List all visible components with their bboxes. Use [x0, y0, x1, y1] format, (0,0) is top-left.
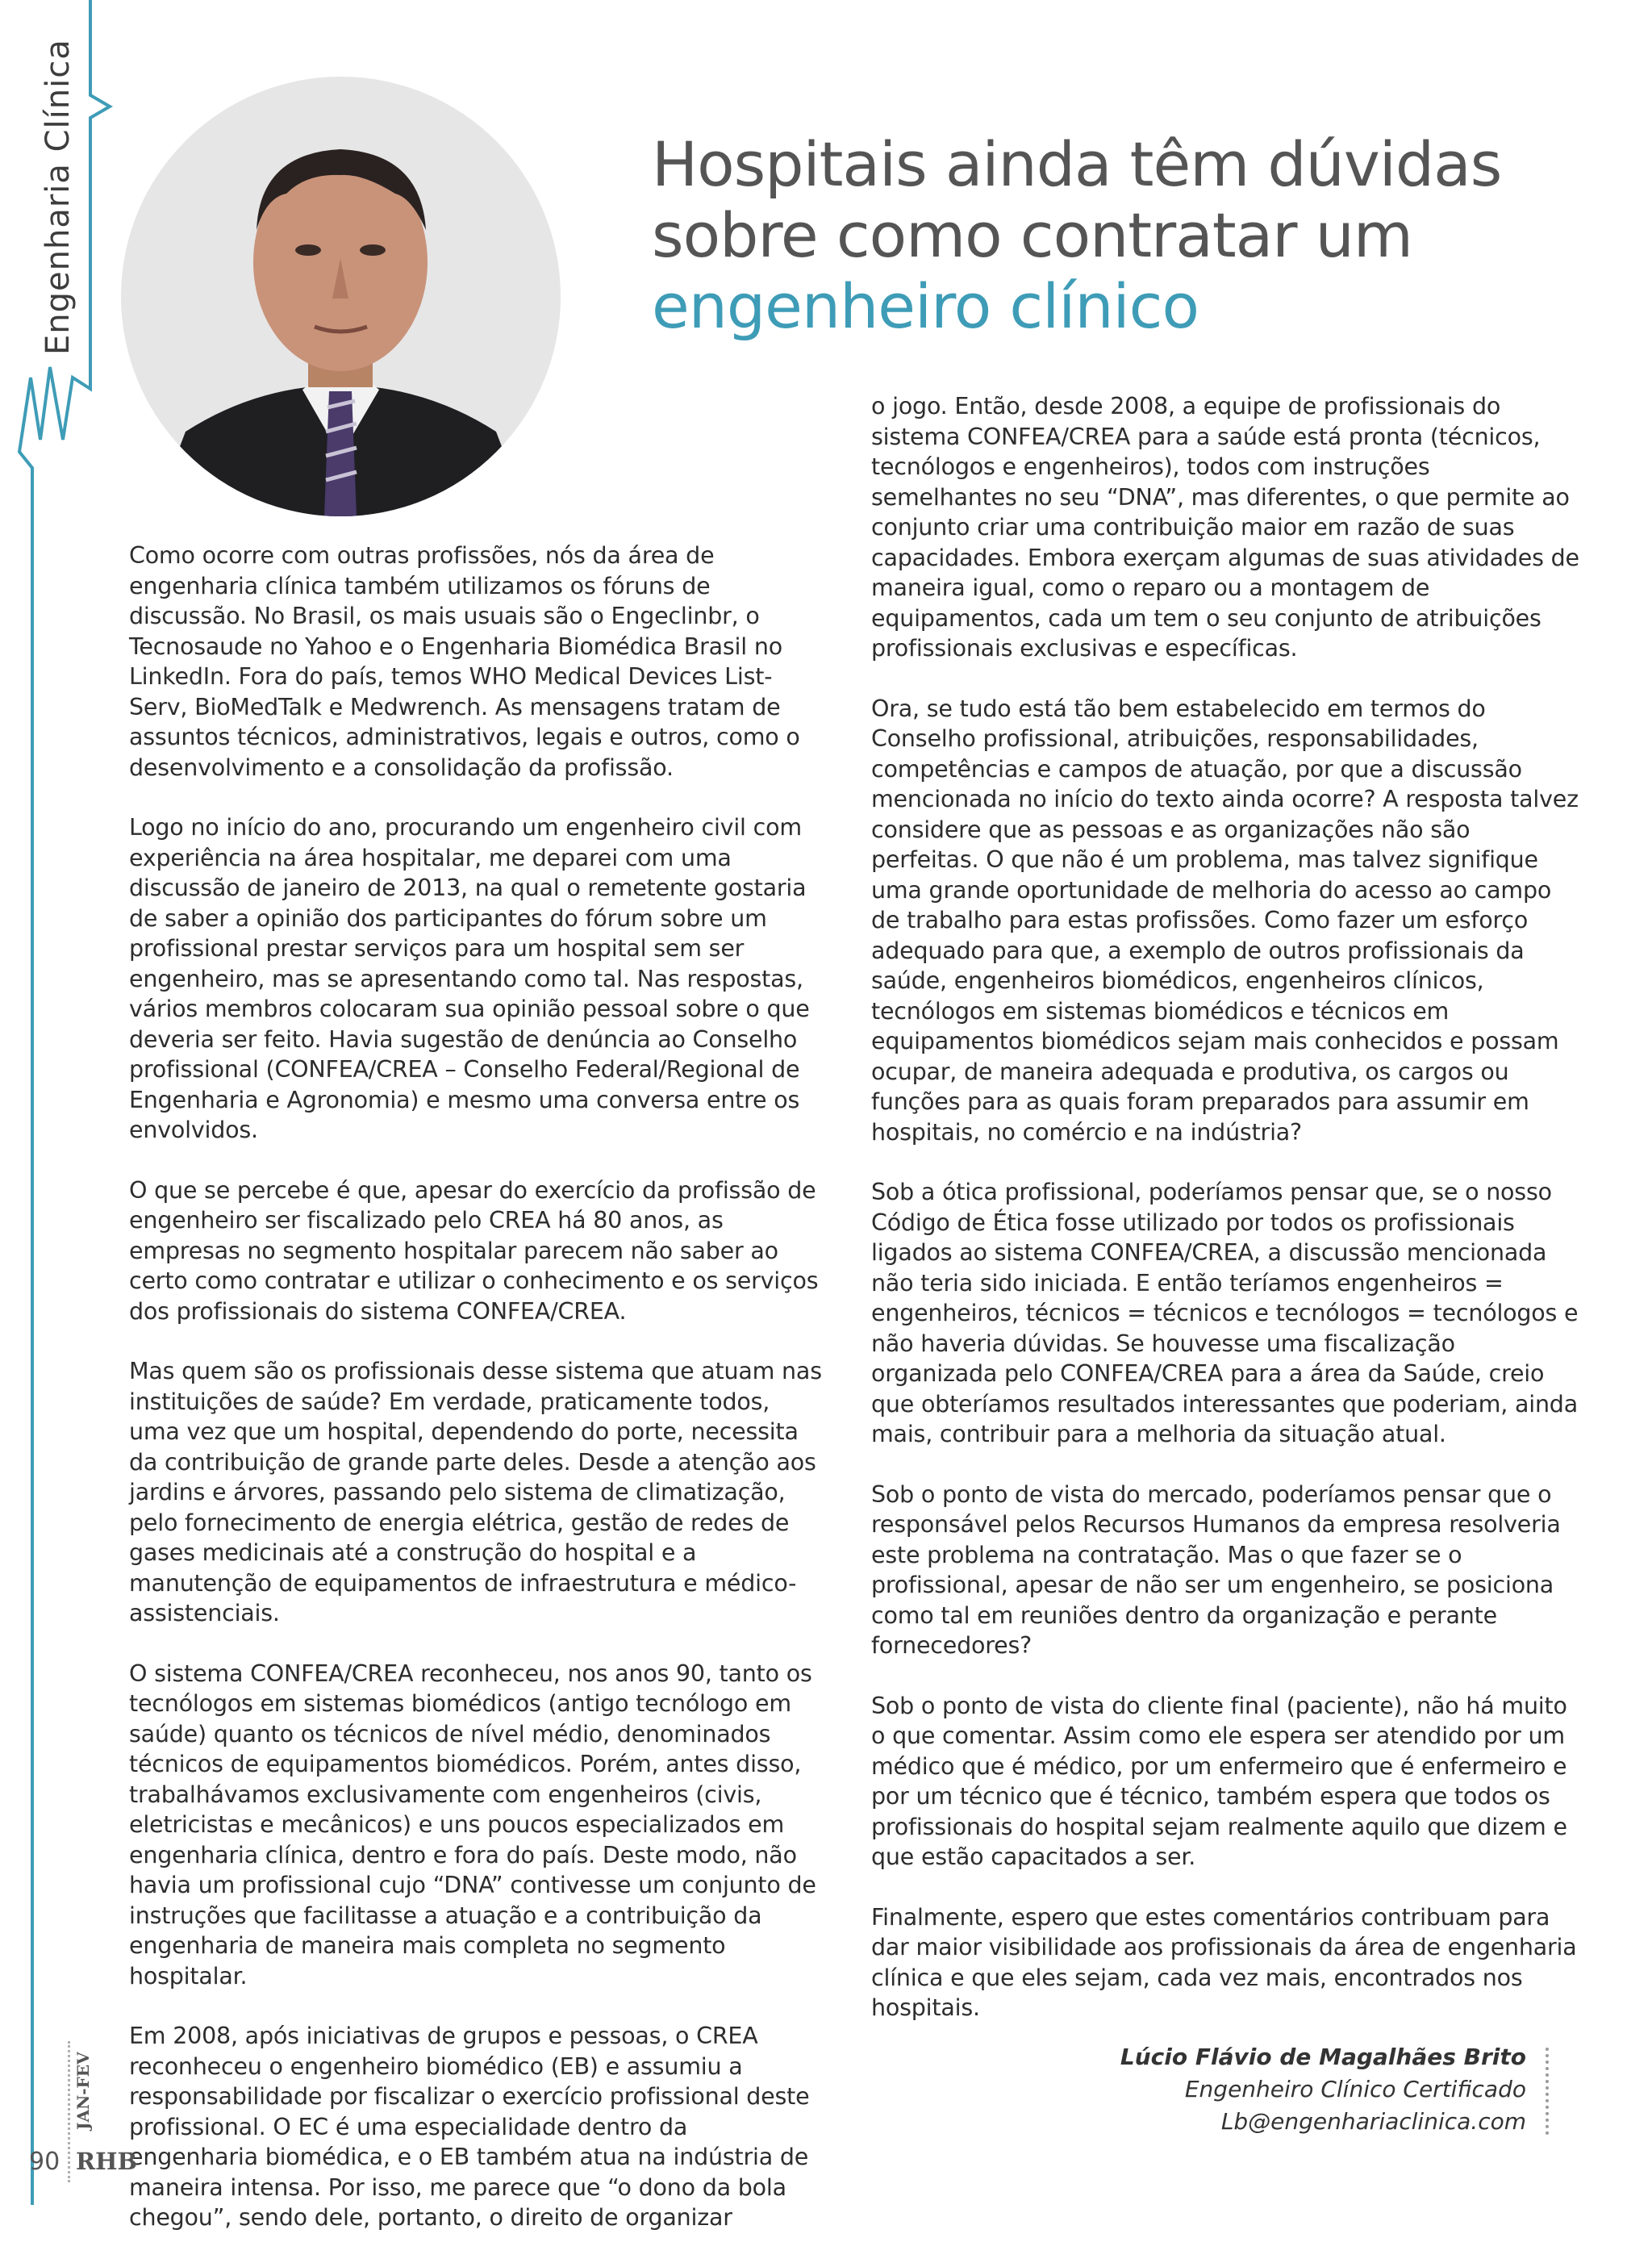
paragraph: Logo no início do ano, procurando um engenheiro civil com experiência na área hospitalar, me deparei com uma discussão de janeiro de 2013, na qual o remetente gostaria de saber a opinião dos participantes do fórum sobre um profissional prestar serviços para um hospital sem ser engenheiro, mas se apresentando como tal. Nas respostas, vários membros colocaram sua opinião pessoal sobre o que deveria ser feito. Havia sugestão de denúncia ao Conselho profissional (CONFEA/CREA – Conselho Federal/Regional de Engenharia e Agronomia) e mesmo uma conversa entre os envolvidos.	[129, 814, 810, 1143]
paragraph: Sob o ponto de vista do cliente final (paciente), não há muito o que comentar. Assim como ele espera ser atendido por um médico que é médico, por um enfermeiro que é enfermeiro e por um técnico que é técnico, também espera que todos os profissionais do hospital sejam realmente aquilo que dizem e que estão capacitados a ser.	[871, 1692, 1567, 1870]
author-portrait	[121, 77, 561, 516]
paragraph: o jogo. Então, desde 2008, a equipe de profissionais do sistema CONFEA/CREA para a saúde está pronta (técnicos, tecnólogos e engenheiros), todos com instruções semelhantes no seu “DNA”, mas diferentes, o que permite ao conjunto criar uma contribuição maior em razão de suas capacidades. Embora exerçam algumas de suas atividades de maneira igual, como o reparo ou a montagem de equipamentos, cada um tem o seu conjunto de atribuições profissionais exclusivas e específicas.	[871, 393, 1579, 662]
author-email: Lb@engenhariaclinica.com	[1220, 2108, 1526, 2135]
paragraph: O que se percebe é que, apesar do exercício da profissão de engenheiro ser fiscalizado pelo CREA há 80 anos, as empresas no segmento hospitalar parecem não saber ao certo como contratar e utilizar o conhecimento e os serviços dos profissionais do sistema CONFEA/CREA.	[129, 1176, 819, 1325]
paragraph: Em 2008, após iniciativas de grupos e pessoas, o CREA reconheceu o engenheiro biomédico (EB) e assumiu a responsabilidade por fiscalizar o exercício profissional deste profissional. O EC é uma especialidade dentro da engenharia biomédica, e o EB também atua na indústria de maneira intensa. Por isso, me parece que “o dono da bola chegou”, sendo dele, portanto, o direito de organizar	[129, 2023, 810, 2231]
paragraph: Mas quem são os profissionais desse sistema que atuam nas instituições de saúde? Em verdade, praticamente todos, uma vez que um hospital, dependendo do porte, necessita da contribuição de grande parte deles. Desde a atenção aos jardins e árvores, passando pelo sistema de climatização, pelo fornecimento de energia elétrica, gestão de redes de gases medicinais até a construção do hospital e a manutenção de equipamentos de infraestrutura e médico-assistenciais.	[129, 1358, 822, 1626]
article-headline	[652, 129, 1620, 342]
paragraph: Ora, se tudo está tão bem estabelecido em termos do Conselho profissional, atribuições, responsabilidades, competências e campos de atuação, por que a discussão mencionada no início do texto ainda ocorre? A resposta talvez considere que as pessoas e as organizações não são perfeitas. O que não é um problema, mas talvez signifique uma grande oportunidade de melhoria do acesso ao campo de trabalho para estas profissões. Como fazer um esforço adequado para que, a exemplo de outros profissionais da saúde, engenheiros biomédicos, engenheiros clínicos, tecnólogos em sistemas biomédicos e técnicos em equipamentos biomédicos sejam mais conhecidos e possam ocupar, de maneira adequada e produtiva, os cargos ou funções para as quais foram preparados para assumir em hospitais, no comércio e na indústria?	[871, 695, 1579, 1146]
headline-line-2: sobre como contratar um	[652, 199, 1412, 271]
paragraph: Finalmente, espero que estes comentários contribuam para dar maior visibilidade aos profissionais da área de engenharia clínica e que eles sejam, cada vez mais, encontrados nos hospitais.	[871, 1903, 1577, 2021]
headline-line-3: engenheiro clínico	[652, 270, 1199, 342]
article-column-left	[129, 541, 823, 2263]
page-number: 90	[29, 2148, 60, 2176]
footer-edition: JAN-FEV	[73, 2052, 93, 2130]
author-signature	[1065, 2041, 1526, 2138]
headline-line-1: Hospitais ainda têm dúvidas	[652, 128, 1502, 200]
section-label: Engenharia Clínica	[40, 39, 77, 355]
magazine-logo: RHB	[76, 2148, 138, 2175]
paragraph: Sob o ponto de vista do mercado, poderíamos pensar que o responsável pelos Recursos Humanos da empresa resolveria este problema na contratação. Mas o que fazer se o profissional, apesar de não ser um engenheiro, se posiciona como tal em reuniões dentro da organização e perante fornecedores?	[871, 1480, 1561, 1659]
paragraph: O sistema CONFEA/CREA reconheceu, nos anos 90, tanto os tecnólogos em sistemas biomédicos (antigo tecnólogo em saúde) quanto os técnicos de nível médio, denominados técnicos de equipamentos biomédicos. Porém, antes disso, trabalhávamos exclusivamente com engenheiros (civis, eletricistas e mecânicos) e uns poucos especializados em engenharia clínica, dentro e fora do país. Deste modo, não havia um profissional cujo “DNA” contivesse um conjunto de instruções que facilitasse a atuação e a contribuição da engenharia de maneira mais completa no segmento hospitalar.	[129, 1660, 816, 1990]
paragraph: Sob a ótica profissional, poderíamos pensar que, se o nosso Código de Ética fosse utilizado por todos os profissionais ligados ao sistema CONFEA/CREA, a discussão mencionada não teria sido iniciada. E então teríamos engenheiros = engenheiros, técnicos = técnicos e tecnólogos = tecnólogos e não haveria dúvidas. Se houvesse uma fiscalização organizada pelo CONFEA/CREA para a área da Saúde, creio que obteríamos resultados interessantes que poderiam, ainda mais, contribuir para a melhoria da situação atual.	[871, 1179, 1579, 1447]
author-title: Engenheiro Clínico Certificado	[1184, 2076, 1526, 2102]
signature-divider	[1546, 2048, 1552, 2135]
article-column-right	[871, 391, 1581, 2053]
author-name: Lúcio Flávio de Magalhães Brito	[1120, 2044, 1526, 2070]
paragraph: Como ocorre com outras profissões, nós da área de engenharia clínica também utilizamos os fóruns de discussão. No Brasil, os mais usuais são o Engeclinbr, o Tecnosaude no Yahoo e o Engenharia Biomédica Brasil no LinkedIn. Fora do país, temos WHO Medical Devices List-Serv, BioMedTalk e Medwrench. As mensagens tratam de assuntos técnicos, administrativos, legais e outros, como o desenvolvimento e a consolidação da profissão.	[129, 542, 800, 781]
